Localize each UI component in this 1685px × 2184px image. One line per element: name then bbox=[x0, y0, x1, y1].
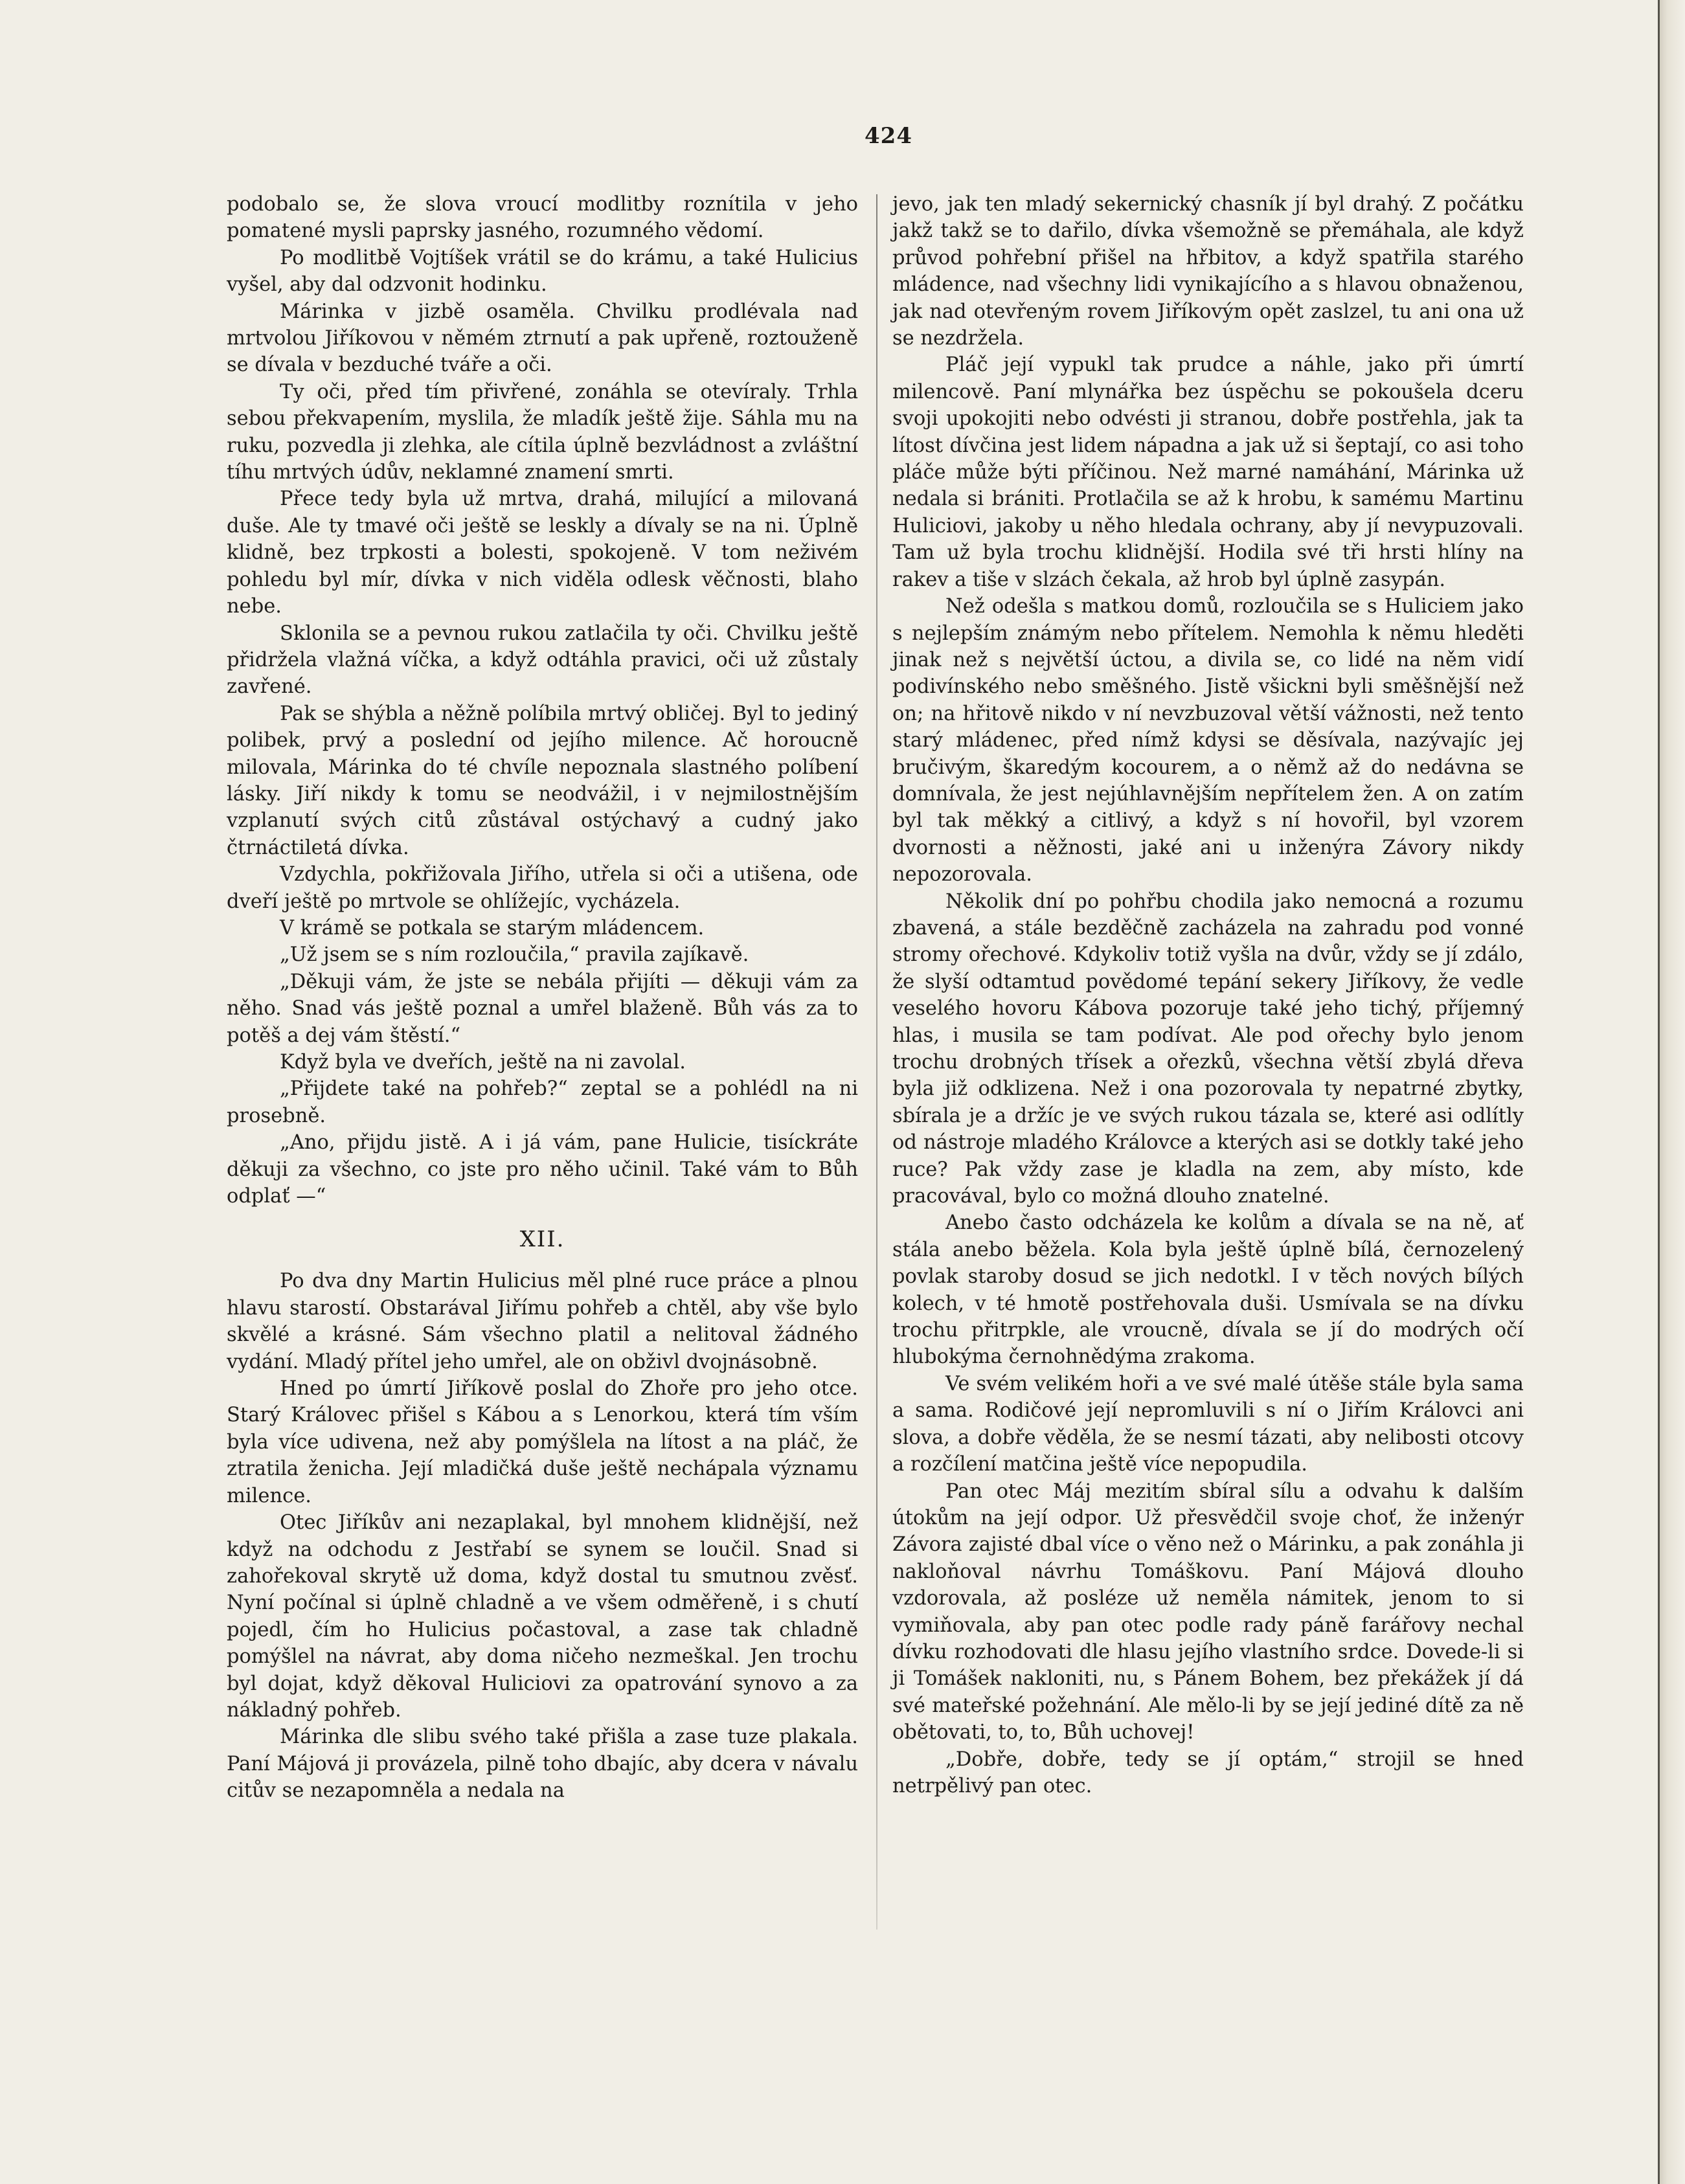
paragraph: Přece tedy byla už mrtva, drahá, milující a milovaná duše. Ale ty tmavé oči ještě se leskly a dívaly se na ni. Úplně klidně, bez trpkosti a bolesti, spokojeně. V tom neživém pohledu byl mír, dívka v nich viděla odlesk věčnosti, blaho nebe. bbox=[227, 488, 858, 618]
paragraph: Hned po úmrtí Jiříkově poslal do Zhoře pro jeho otce. Starý Královec přišel s Kábou a s Lenorkou, která tím vším byla více udivena, než aby pomýšlela na lítost a na pláč, že ztratila ženicha. Její mladičká duše ještě nechápala významu milence. bbox=[227, 1377, 858, 1507]
paragraph: „Dobře, dobře, tedy se jí optám,“ strojil se hned netrpělivý pan otec. bbox=[892, 1748, 1524, 1797]
paragraph: „Už jsem se s ním rozloučila,“ pravila zajíkavě. bbox=[280, 943, 749, 967]
paragraph: Otec Jiříkův ani nezaplakal, byl mnohem klidnější, než když na odchodu z Jestřabí se synem se loučil. Snad si zahořekoval skrytě už doma, když dostal tu smutnou zvěsť. Nyní počínal si úplně chladně a ve všem odměřeně, i s chutí pojedl, čím ho Hulicius počastoval, a zase tak chladně pomýšlel na návrat, aby doma ničeho nezmeškal. Jen trochu byl dojat, když děkoval Huliciovi za opatrování synovo a za nákladný pohřeb. bbox=[227, 1511, 858, 1722]
paragraph: Pan otec Máj mezitím sbíral sílu a odvahu k dalším útokům na její odpor. Už přesvědčil svoje choť, že inženýr Závora zajisté dbal více o věno než o Márinku, a pak zonáhla ji nakloňoval návrhu Tomáškovu. Paní Májová dlouho vzdorovala, až posléze už neměla námitek, jenom to si vymiňovala, aby pan otec podle rady páně farářovy nechal dívku rozhodovati dle hlasu jejího vlastního srdce. Dovede-li si ji Tomášek nakloniti, nu, s Pánem Bohem, bez překážek jí dá své mateřské požehnání. Ale mělo-li by se její jediné dítě za ně obětovati, to, to, Bůh uchovej! bbox=[892, 1480, 1524, 1744]
paragraph: Sklonila se a pevnou rukou zatlačila ty oči. Chvilku ještě přidržela vlažná víčka, a když odtáhla pravici, oči už zůstaly zavřené. bbox=[227, 622, 858, 699]
paragraph: Po modlitbě Vojtíšek vrátil se do krámu, a také Hulicius vyšel, aby dal odzvonit hodinku. bbox=[227, 246, 858, 297]
paragraph: Márinka v jizbě osaměla. Chvilku prodlévala nad mrtvolou Jiříkovou v němém ztrnutí a pak upřeně, roztouženě se dívala v bezduché tváře a oči. bbox=[227, 300, 858, 377]
paragraph: podobalo se, že slova vroucí modlitby roznítila v jeho pomatené mysli paprsky jasného, rozumného vědomí. bbox=[227, 193, 858, 243]
column-divider bbox=[876, 194, 877, 1930]
paragraph: Vzdychla, pokřižovala Jiřího, utřela si oči a utišena, ode dveří ještě po mrtvole se ohlížejíc, vycházela. bbox=[227, 863, 858, 913]
paragraph: „Ano, přijdu jistě. A i já vám, pane Hulicie, tisíckráte děkuji za všechno, co jste pro něho učinil. Také vám to Bůh odplať —“ bbox=[227, 1131, 858, 1208]
paragraph: „Přijdete také na pohřeb?“ zeptal se a pohlédl na ni prosebně. bbox=[227, 1077, 858, 1127]
paragraph: „Děkuji vám, že jste se nebála přijíti — děkuji vám za něho. Snad vás ještě poznal a umřel blaženě. Bůh vás za to potěš a dej vám štěstí.“ bbox=[227, 970, 858, 1047]
paragraph: V krámě se potkala se starým mládencem. bbox=[280, 916, 705, 940]
paragraph: Anebo často odcházela ke kolům a dívala se na ně, ať stála anebo běžela. Kola byla ještě úplně bílá, černozelený povlak staroby dosud se jich nedotkl. I v těch nových bílých kolech, v té hmotě postřehovala duši. Usmívala se na dívku trochu přitrpkle, ale vroucně, dívala se jí do modrých očí hlubokýma černohnědýma zrakoma. bbox=[892, 1211, 1524, 1369]
paragraph: jevo, jak ten mladý sekernický chasník jí byl drahý. Z počátku jakž takž se to dařilo, dívka všemožně se přemáhala, ale když průvod pohřební přišel na hřbitov, a když spatřila starého mládence, nad všechny lidi vynikajícího a s hlavou obnaženou, jak nad otevřeným rovem Jiříkovým opět zaslzel, tu ani ona už se nezdržela. bbox=[892, 193, 1524, 350]
page-number: 424 bbox=[865, 123, 912, 149]
paragraph: Ty oči, před tím přivřené, zonáhla se otevíraly. Trhla sebou překvapením, myslila, že mladík ještě žije. Sáhla mu na ruku, pozvedla ji zlehka, ale cítila úplně bezvládnost a zvláštní tíhu mrtvých údův, neklamné znamení smrti. bbox=[227, 380, 858, 484]
left-column bbox=[227, 191, 858, 1805]
right-column bbox=[892, 191, 1524, 1799]
page-edge-shadow bbox=[1658, 0, 1685, 2184]
paragraph: Než odešla s matkou domů, rozloučila se s Huliciem jako s nejlepším známým nebo přítelem. Nemohla k němu hleděti jinak než s největší úctou, a divila se, co lidé na něm vidí podivínského nebo směšného. Jistě všickni byli směšnější než on; na hřitově nikdo v ní nevzbuzoval větší vážnosti, než tento starý mládenec, před nímž kdysi se děsívala, nazývajíc jej bručivým, škaredým kocourem, a o němž až do nedávna se domnívala, že jest nejúhlavnějším nepřítelem žen. A on zatím byl tak měkký a citlivý, a když s ní hovořil, byl vzorem dvornosti a něžnosti, jaké ani u inženýra Závory nikdy nepozorovala. bbox=[892, 595, 1524, 886]
paragraph: Pak se shýbla a něžně políbila mrtvý obličej. Byl to jediný polibek, prvý a poslední od jejího milence. Ač horoucně milovala, Márinka do té chvíle nepoznala slastného políbení lásky. Jiří nikdy k tomu se neodvážil, i v nejmilostnějším vzplanutí svých citů zůstával ostýchavý a cudný jako čtrnáctiletá dívka. bbox=[227, 702, 858, 859]
paragraph: Márinka dle slibu svého také přišla a zase tuze plakala. Paní Májová ji provázela, pilně toho dbajíc, aby dcera v návalu citův se nezapomněla a nedala na bbox=[227, 1726, 858, 1803]
paragraph: Několik dní po pohřbu chodila jako nemocná a rozumu zbavená, a stále bezděčně zacházela na zahradu pod vonné stromy ořechové. Kdykoliv totiž vyšla na dvůr, vždy se jí zdálo, že slyší odtamtud povědomé tepání sekery Jiříkovy, že vedle veselého hovoru Kábova pozoruje také jeho tichý, příjemný hlas, i musila se tam podívat. Ale pod ořechy bylo jenom trochu drobných třísek a ořezků, všechna větší zbylá dřeva byla již odklizena. Než i ona pozorovala ty nepatrné zbytky, sbírala je a držíc je ve svých rukou tázala se, které asi odlítly od nástroje mladého Královce a kterých asi se dotkly také jeho ruce? Pak vždy zase je kladla na zem, aby místo, kde pracovával, bylo co možná dlouho znatelné. bbox=[892, 890, 1524, 1208]
paragraph: Pláč její vypukl tak prudce a náhle, jako při úmrtí milencově. Paní mlynářka bez úspěchu se pokoušela dceru svoji upokojiti nebo odvésti ji stranou, dobře postřehla, jak ta lítost dívčina jest lidem nápadna a jak už si šeptají, co asi toho pláče může býti příčinou. Než marné namáhání, Márinka už nedala si brániti. Protlačila se až k hrobu, k samému Martinu Huliciovi, jakoby u něho hledala ochrany, aby jí nevypuzovali. Tam už byla trochu klidnější. Hodila své tři hrsti hlíny na rakev a tiše v slzách čekala, až hrob byl úplně zasypán. bbox=[892, 354, 1524, 591]
paragraph: Po dva dny Martin Hulicius měl plné ruce práce a plnou hlavu starostí. Obstarával Jiřímu pohřeb a chtěl, aby vše bylo skvělé a krásné. Sám všechno platil a nelitoval žádného vydání. Mladý přítel jeho umřel, ale on obživl dvojnásobně. bbox=[227, 1270, 858, 1373]
paragraph: Ve svém velikém hoři a ve své malé útěše stále byla sama a sama. Rodičové její nepromluvili s ní o Jiřím Královci ani slova, a dobře věděla, že se nesmí tázati, aby nelibosti otcovy a rozčílení matčina ještě více nepopudila. bbox=[892, 1372, 1524, 1476]
chapter-heading: XII. bbox=[519, 1226, 565, 1253]
paragraph: Když byla ve dveřích, ještě na ni zavolal. bbox=[280, 1051, 686, 1074]
